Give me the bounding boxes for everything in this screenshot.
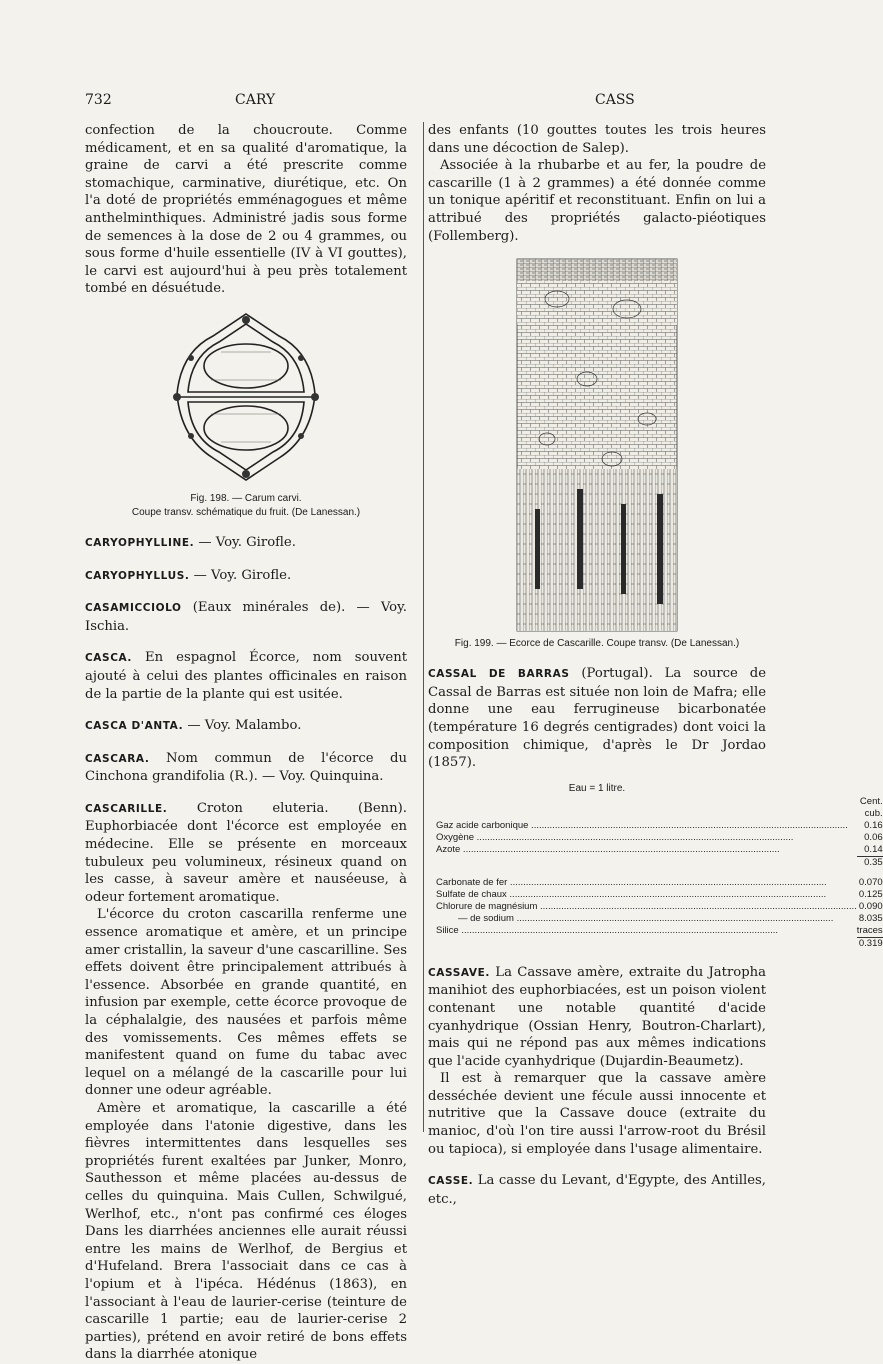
figure-199-cascarille-section bbox=[517, 259, 677, 631]
paragraph: L'écorce du croton cascarilla renferme une essence aromatique et amère, et un principe amer cristallin, la saveur d'une cascarilline. Ses effets doivent être principalement attribués à l'essence. Absorbée en grande quantité, en infusion par exemple, cette écorce provoque de la céphalalgie, des nausées et parfois même des vomissements. Ces mêmes effets se manifestent quand on fume du tabac avec lequel on a mélangé de la cascarille pour lui donner une odeur agréable. bbox=[85, 907, 407, 1099]
headword: CASCA D'ANTA. bbox=[85, 720, 184, 733]
headword: CASCARA. bbox=[85, 752, 150, 765]
running-head-right: CASS bbox=[595, 92, 635, 108]
figure-198-caption-1: Fig. 198. — Carum carvi. bbox=[190, 492, 302, 504]
headword: CASCARILLE. bbox=[85, 802, 168, 815]
headword: CARYOPHYLLUS. bbox=[85, 569, 190, 582]
figure-198-carum-carvi bbox=[161, 308, 331, 486]
column-rule bbox=[423, 122, 424, 1132]
entry-casca-danta: CASCA D'ANTA. — Voy. Malambo. bbox=[85, 718, 302, 734]
page-header bbox=[85, 92, 770, 112]
entry-cassave: CASSAVE. La Cassave amère, extraite du Jatropha manihiot des euphorbiacées, est un poison violent contenant une notable quantité d'acide cyanhydrique (Ossian Henry, Boutron-Charlart), mais qui ne répond pas aux mêmes indications que l'acide cyanhydrique (Dujardin-Beaumetz). bbox=[428, 964, 766, 1069]
left-column bbox=[85, 122, 407, 1364]
entry-cassal-de-barras: CASSAL DE BARRAS (Portugal). La source de Cassal de Barras est située non loin de Mafra; elle donne une eau ferrugineuse bicarbonatée (température 16 degrés centigrades) dont voici la composition chimique, d'après le Dr Jordao (1857). bbox=[428, 666, 766, 771]
right-column bbox=[428, 122, 883, 1208]
paragraph: Associée à la rhubarbe et au fer, la poudre de cascarille (1 à 2 grammes) a été donnée comme un tonique apéritif et reconstituant. Enfin on lui a attribué des propriétés galacto-piéotiques (Follemberg). bbox=[428, 158, 766, 244]
paragraph: confection de la choucroute. Comme médicament, et en sa qualité d'aromatique, la graine de carvi a été prescrite comme stomachique, carminative, diurétique, etc. On l'a doté de propriétés emménagogues et même anthelminthiques. Administré jadis sous forme de semences à la dose de 2 ou 4 grammes, ou sous forme d'huile essentielle (IV à VI gouttes), le carvi est aujourd'hui à peu près totalement tombé en désuétude. bbox=[85, 123, 407, 297]
headword: CASAMICCIOLO bbox=[85, 602, 182, 615]
figure-199-caption: Fig. 199. — Ecorce de Cascarille. Coupe transv. (De Lanessan.) bbox=[454, 638, 740, 650]
entry-casse: CASSE. La casse du Levant, d'Egypte, des Antilles, etc., bbox=[428, 1173, 766, 1207]
table-row: Silice ........................................................................................................................ traces bbox=[436, 924, 883, 936]
headword: CASSAVE. bbox=[428, 966, 490, 979]
entry-caryophyllus: CARYOPHYLLUS. — Voy. Girofle. bbox=[85, 567, 292, 583]
entry-casamicciolo: CASAMICCIOLO (Eaux minérales de). — Voy. Ischia. bbox=[85, 600, 407, 634]
table-total: 0.35 bbox=[436, 856, 883, 869]
table-row: — de sodium ........................................................................................................................ 8.035 bbox=[458, 912, 883, 924]
table-row: Oxygène ........................................................................................................................ 0.06 bbox=[436, 831, 883, 843]
table-unit: Cent. cub. bbox=[859, 795, 883, 819]
entry-caryophylline: CARYOPHYLLINE. — Voy. Girofle. bbox=[85, 534, 296, 550]
table-row: Azote ........................................................................................................................ 0.14 bbox=[436, 843, 883, 855]
headword: CASSAL DE BARRAS bbox=[428, 668, 570, 681]
table-row: Chlorure de magnésium ........................................................................................................................ 0.090 bbox=[436, 900, 883, 912]
entry-casca: CASCA. En espagnol Écorce, nom souvent ajouté à celui des plantes officinales en raison de la partie de la plante qui est usitée. bbox=[85, 650, 407, 702]
entry-cascarille: CASCARILLE. Croton eluteria. (Benn). Euphorbiacée dont l'écorce est employée en médecine. Elle se présente en morceaux tubuleux peu volumineux, résineux quand on les casse, à saveur amère et nauséeuse, à odeur fortement aromatique. bbox=[85, 800, 407, 905]
paragraph: des enfants (10 gouttes toutes les trois heures dans une décoction de Salep). bbox=[428, 123, 766, 156]
headword: CASCA. bbox=[85, 652, 133, 665]
paragraph: Amère et aromatique, la cascarille a été employée dans l'atonie digestive, dans les fièvres intermittentes dans lesquelles ses propriétés furent exaltées par Junker, Monro, Sauthesson et même placées au-dessus de celles du quinquina. Mais Cullen, Schwilgué, Werlhof, etc., n'ont pas confirmé ces éloges Dans les diarrhées anciennes elle aurait réussi entre les mains de Werlhof, de Bergius et d'Hufeland. Brera l'associait dans ce cas à l'opium et à l'ipéca. Hédénus (1863), en l'associant à l'eau de laurier-cerise (teinture de cascarille 1 partie; eau de laurier-cerise 2 parties), prétend en avoir retiré de bons effets dans la diarrhée atonique bbox=[85, 1100, 407, 1363]
table-row: Sulfate de chaux ........................................................................................................................ 0.125 bbox=[436, 888, 883, 900]
table-row: Carbonate de fer ........................................................................................................................ 0.070 bbox=[436, 876, 883, 888]
entry-cascara: CASCARA. Nom commun de l'écorce du Cinchona grandifolia (R.). — Voy. Quinquina. bbox=[85, 750, 407, 785]
figure-198-caption-2: Coupe transv. schématique du fruit. (De Lanessan.) bbox=[131, 506, 361, 518]
headword: CARYOPHYLLINE. bbox=[85, 536, 195, 549]
headword: CASSE. bbox=[428, 1175, 474, 1188]
paragraph: Il est à remarquer que la cassave amère desséchée devient une fécule aussi innocente et nutritive que la Cassave douce (extraite du manioc, d'où l'on tire aussi l'arrow-root du Brésil ou tapioca), si employée dans l'usage alimentaire. bbox=[428, 1071, 766, 1157]
page-number: 732 bbox=[85, 92, 112, 108]
table-title: Eau = 1 litre. bbox=[568, 782, 626, 794]
running-head-left: CARY bbox=[235, 92, 276, 108]
table-row: Gaz acide carbonique ........................................................................................................................ 0.16 bbox=[436, 819, 883, 831]
table-total: 0.319 bbox=[436, 937, 883, 950]
composition-table bbox=[436, 796, 883, 950]
